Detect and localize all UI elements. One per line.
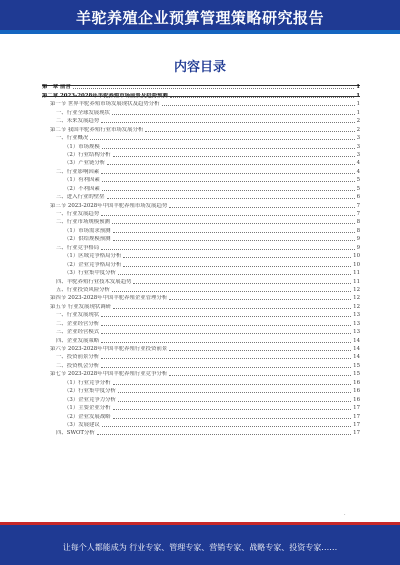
toc-entry-page: 4: [356, 160, 360, 167]
toc-entry[interactable]: [42, 134, 360, 142]
toc-leader-dots: [107, 198, 355, 199]
toc-entry-title: 第三节 2023-2028年中国羊驼养殖市场发展趋势: [50, 202, 168, 209]
toc-entry-title: （1）主要企业分析: [64, 405, 111, 412]
toc-entry-title: 第二节 我国羊驼养殖行业市场发展分析: [50, 126, 144, 133]
toc-leader-dots: [113, 232, 355, 233]
toc-leader-dots: [118, 401, 351, 402]
toc-leader-dots: [169, 350, 351, 351]
toc-entry-title: （2）企业竞争格局分析: [64, 261, 122, 268]
toc-entry-title: （2）不利因素: [64, 185, 100, 192]
toc-entry[interactable]: [42, 83, 360, 91]
toc-entry-page: 17: [353, 421, 360, 428]
toc-entry[interactable]: [42, 378, 360, 386]
toc-entry-title: 一、投资前景分析: [56, 354, 100, 361]
toc-leader-dots: [101, 325, 351, 326]
toc-entry-page: 3: [356, 151, 360, 158]
toc-entry-title: （3）发展建议: [64, 421, 100, 428]
toc-entry[interactable]: [42, 294, 360, 302]
toc-entry-title: 第四节 2023-2028年中国羊驼养殖企业管理分析: [50, 295, 168, 302]
toc-entry[interactable]: [42, 142, 360, 150]
toc-entry[interactable]: [42, 210, 360, 218]
toc-entry[interactable]: [42, 336, 360, 344]
toc-leader-dots: [101, 316, 351, 317]
toc-leader-dots: [101, 122, 354, 123]
toc-entry[interactable]: [42, 421, 360, 429]
toc-leader-dots: [101, 249, 354, 250]
toc-leader-dots: [107, 164, 354, 165]
toc-leader-dots: [102, 190, 355, 191]
toc-entry[interactable]: [42, 201, 360, 209]
toc-leader-dots: [113, 308, 351, 309]
toc-entry[interactable]: [42, 269, 360, 277]
toc-heading: 内容目录: [173, 60, 226, 75]
toc-entry[interactable]: [42, 361, 360, 369]
toc-leader-dots: [169, 375, 351, 376]
toc-entry-page: 14: [353, 354, 360, 361]
toc-entry[interactable]: [42, 395, 360, 403]
toc-entry-page: 14: [353, 337, 360, 344]
toc-entry-page: 1: [356, 92, 360, 99]
toc-entry-title: （1）行业竞争分析: [64, 379, 111, 386]
toc-entry-page: 11: [353, 270, 360, 277]
toc-leader-dots: [169, 207, 354, 208]
toc-entry-title: （3）企业竞争力分析: [64, 396, 116, 403]
header-accent-stripe: [0, 30, 400, 34]
toc-entry-page: 16: [353, 396, 360, 403]
toc-entry-page: 9: [356, 244, 360, 251]
toc-entry-page: 10: [353, 253, 360, 260]
footer-slogan: 让每个人都能成为 行业专家、管理专家、营销专家、战略专家、投资专家……: [62, 543, 338, 552]
toc-entry[interactable]: [42, 286, 360, 294]
toc-leader-dots: [113, 240, 355, 241]
toc-entry[interactable]: [42, 387, 360, 395]
toc-entry[interactable]: [42, 353, 360, 361]
toc-entry-title: 五、行业投资风险分析: [56, 286, 110, 293]
toc-entry-title: 第二章 2023-2028年羊驼养殖市场前景及趋势预测: [42, 92, 168, 99]
toc-leader-dots: [112, 114, 355, 115]
toc-entry[interactable]: [42, 252, 360, 260]
toc-entry[interactable]: [42, 117, 360, 125]
toc-leader-dots: [113, 156, 355, 157]
toc-entry-page: 13: [353, 320, 360, 327]
toc-leader-dots: [102, 426, 351, 427]
toc-leader-dots: [73, 88, 354, 89]
toc-entry-title: 一、行业概况: [56, 135, 89, 142]
toc-entry[interactable]: [42, 260, 360, 268]
toc-entry-page: 7: [356, 202, 360, 209]
toc-entry-page: 17: [353, 430, 360, 437]
toc-entry-title: 三、企业经营模式: [56, 329, 100, 336]
toc-entry-title: （2）行业集中度分析: [64, 388, 116, 395]
toc-leader-dots: [169, 299, 351, 300]
toc-entry-page: 5: [356, 177, 360, 184]
toc-entry-title: 第五节 行业发展现状调研: [50, 303, 112, 310]
toc-leader-dots: [101, 367, 351, 368]
toc-entry-page: 13: [353, 312, 360, 319]
toc-entry[interactable]: [42, 412, 360, 420]
toc-entry-page: 6: [356, 194, 360, 201]
toc-entry-page: 13: [353, 329, 360, 336]
toc-entry[interactable]: [42, 370, 360, 378]
toc-entry-page: 12: [353, 303, 360, 310]
toc-entry-title: （2）供给规模预测: [64, 236, 111, 243]
toc-entry-page: 12: [353, 286, 360, 293]
toc-entry[interactable]: [42, 429, 360, 437]
toc-leader-dots: [118, 392, 351, 393]
toc-entry-page: 17: [353, 413, 360, 420]
toc-leader-dots: [113, 409, 352, 410]
toc-entry-title: 二、行业影响因素: [56, 168, 100, 175]
toc-leader-dots: [113, 418, 352, 419]
toc-entry-page: 14: [353, 346, 360, 352]
toc-entry[interactable]: [42, 226, 360, 234]
toc-entry-page: 15: [353, 371, 360, 378]
toc-entry[interactable]: [42, 319, 360, 327]
toc-entry[interactable]: [42, 328, 360, 336]
toc-entry-page: 9: [356, 236, 360, 243]
toc-entry-page: 17: [353, 405, 360, 412]
toc-entry-page: 8: [356, 219, 360, 226]
toc-leader-dots: [101, 333, 351, 334]
toc-divider-chapter: [42, 96, 360, 97]
toc-entry[interactable]: [42, 167, 360, 175]
toc-entry[interactable]: [42, 404, 360, 412]
toc-entry-title: 四、羊驼养殖行业技术发展趋势: [56, 278, 132, 285]
toc-entry-title: 四、企业发展策略: [56, 337, 100, 344]
toc-entry-title: （1）市场需求预测: [64, 227, 111, 234]
toc-leader-dots: [145, 131, 354, 132]
toc-entry-title: （1）市场规模: [64, 143, 100, 150]
toc-entry-page: 7: [356, 211, 360, 217]
toc-entry-page: 5: [356, 185, 360, 192]
toc-entry[interactable]: [42, 108, 360, 116]
toc-entry-title: （3）产业链分析: [64, 160, 106, 167]
toc-entry[interactable]: [42, 176, 360, 184]
toc-entry-title: 第七节 2023-2028年中国羊驼养殖行业竞争分析: [50, 371, 168, 378]
toc-entry-page: 1: [356, 101, 360, 108]
toc-leader-dots: [90, 139, 354, 140]
toc-leader-dots: [102, 148, 355, 149]
toc-entry-title: 二、企业经营分析: [56, 320, 100, 327]
toc-entry[interactable]: [42, 159, 360, 167]
toc-entry-title: 二、未来发展趋势: [56, 118, 100, 125]
toc-entry-title: 三、行业竞争格局: [56, 244, 100, 251]
toc-entry[interactable]: [42, 235, 360, 243]
toc-entry-title: 第一节 世界羊驼养殖市场发展现状及趋势分析: [50, 101, 160, 108]
toc-leader-dots: [123, 266, 351, 267]
toc-entry-page: 1: [356, 109, 360, 116]
toc-leader-dots: [170, 97, 354, 98]
toc-leader-dots: [113, 384, 352, 385]
page-marker: ·: [344, 512, 346, 518]
toc-entry[interactable]: [42, 151, 360, 159]
toc-entry-page: 11: [353, 278, 360, 285]
toc-entry[interactable]: [42, 311, 360, 319]
toc-entry-page: 16: [353, 388, 360, 395]
toc-entry[interactable]: [42, 345, 360, 353]
toc-entry-page: 8: [356, 227, 360, 234]
toc-entry-page: 2: [356, 126, 360, 133]
toc-entry-title: （1）区域竞争格局分析: [64, 253, 122, 260]
toc-entry-title: （3）行业集中度分析: [64, 270, 116, 277]
toc-leader-dots: [101, 173, 354, 174]
toc-entry-title: 第一章 前言: [42, 84, 71, 91]
toc-entry-title: 一、行业发展趋势: [56, 211, 100, 217]
toc-entry[interactable]: [42, 125, 360, 133]
toc-leader-dots: [112, 291, 351, 292]
toc-entry[interactable]: [42, 193, 360, 201]
toc-entry-page: 2: [356, 118, 360, 125]
toc-leader-dots: [97, 434, 351, 435]
toc-entry-title: （1）有利因素: [64, 177, 100, 184]
toc-entry[interactable]: [42, 302, 360, 310]
toc-entry-title: 四、SWOT分析: [56, 430, 95, 437]
footer-accent-stripe: [0, 522, 400, 525]
toc-entry-page: 16: [353, 379, 360, 386]
toc-entry-page: 15: [353, 362, 360, 369]
toc-entry-title: 三、进入行业的壁垒: [56, 194, 105, 201]
toc-entry-title: 一、行业全球发展现状: [56, 109, 110, 116]
toc-leader-dots: [101, 215, 354, 216]
toc-entry-page: 4: [356, 168, 360, 175]
toc-entry-page: 3: [356, 143, 360, 150]
toc-leader-dots: [118, 274, 351, 275]
toc-leader-dots: [101, 342, 351, 343]
toc-entry-page: 10: [353, 261, 360, 268]
toc-leader-dots: [102, 181, 355, 182]
toc-leader-dots: [112, 223, 355, 224]
toc-entry[interactable]: [42, 184, 360, 192]
toc-leader-dots: [133, 283, 351, 284]
toc-entry-title: （2）企业发展战略: [64, 413, 111, 420]
toc-leader-dots: [162, 105, 355, 106]
toc-leader-dots: [123, 257, 351, 258]
toc-entry-page: 12: [353, 295, 360, 302]
toc-entry-title: 第六节 2023-2028年中国羊驼养殖行业投资前景: [50, 346, 168, 352]
toc-entry[interactable]: [42, 277, 360, 285]
toc-entry[interactable]: [42, 218, 360, 226]
toc-entry[interactable]: [42, 100, 360, 108]
toc-entry-title: 一、行业发展现状: [56, 312, 100, 319]
table-of-contents: [42, 83, 360, 437]
toc-entry-title: 二、投资机会分析: [56, 362, 100, 369]
toc-entry-title: 二、行业市场规模预测: [56, 219, 110, 226]
toc-leader-dots: [101, 358, 351, 359]
toc-entry[interactable]: [42, 243, 360, 251]
toc-entry-title: （2）行业结构分析: [64, 151, 111, 158]
report-title: 羊驼养殖企业预算管理策略研究报告: [75, 9, 324, 27]
toc-entry-page: 1: [356, 84, 360, 91]
toc-entry-page: 3: [356, 135, 360, 142]
